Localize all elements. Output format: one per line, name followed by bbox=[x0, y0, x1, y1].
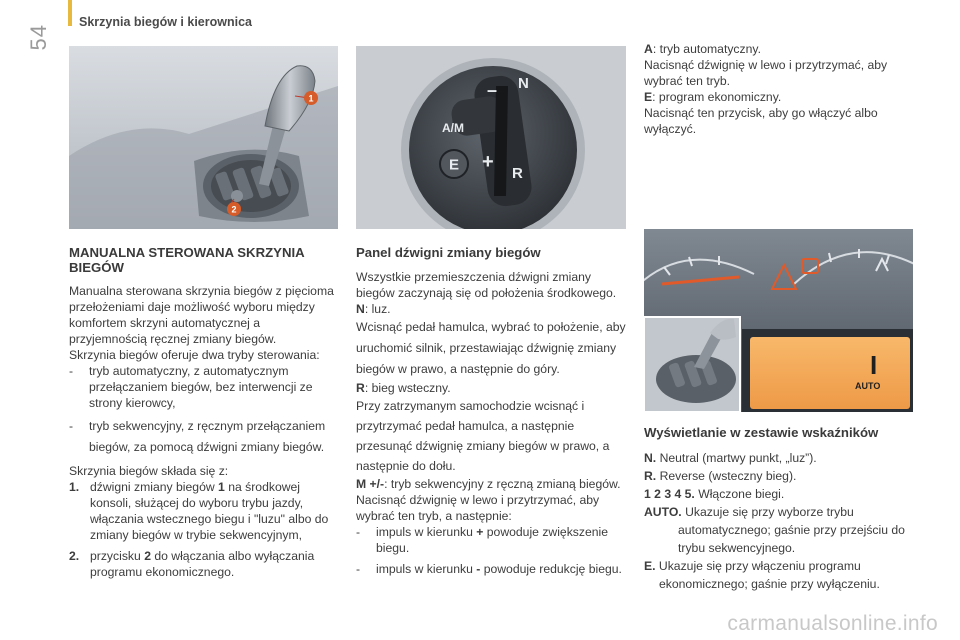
instrument-cluster-illustration bbox=[644, 229, 913, 412]
display-neutral: N. Neutral (martwy punkt, „luz”). bbox=[644, 451, 817, 465]
heading-display: Wyświetlanie w zestawie wskaźników bbox=[644, 425, 879, 440]
gear-lever-illustration bbox=[69, 46, 338, 229]
gate-label-n: N bbox=[518, 75, 529, 92]
gate-label-r: R bbox=[512, 165, 523, 182]
display-auto-def: AUTO. Ukazuje się przy wyborze trybu automatycznego; gaśnie przy przejściu do trybu sekwencyjnego. bbox=[644, 505, 905, 555]
gear-gate-illustration bbox=[356, 46, 626, 229]
display-auto: AUTO bbox=[855, 381, 881, 391]
heading-manual-gearbox: MANUALNA STEROWANA SKRZYNIA BIEGÓW bbox=[69, 245, 305, 275]
heading-gate-panel: Panel dźwigni zmiany biegów bbox=[356, 245, 541, 260]
neutral-def: N: luz. bbox=[356, 302, 391, 316]
mode-item-automatic: - tryb automatyczny, z automatycznym przełączaniem biegów, bez interwencji ze strony kierowcy, bbox=[69, 364, 313, 410]
modes-intro: Skrzynia biegów oferuje dwa tryby sterowania: bbox=[69, 348, 320, 362]
column-gate-panel bbox=[356, 245, 628, 577]
sequential-instructions: Nacisnąć dźwignię w lewo i przytrzymać, aby wybrać ten tryb, a następnie: bbox=[356, 493, 600, 523]
watermark: carmanualsonline.info bbox=[727, 612, 938, 635]
auto-mode-desc: Nacisnąć dźwignię w lewo i przytrzymać, aby wybrać ten tryb. bbox=[644, 58, 888, 88]
sequential-def: M +/-: tryb sekwencyjny z ręczną zmianą biegów. bbox=[356, 477, 621, 491]
gate-intro: Wszystkie przemieszczenia dźwigni zmiany biegów zaczynają się od położenia środkowego. bbox=[356, 270, 617, 300]
gate-label-minus: – bbox=[487, 80, 498, 100]
eco-mode-desc: Nacisnąć ten przycisk, aby go włączyć albo wyłączyć. bbox=[644, 106, 878, 136]
reverse-def: R: bieg wsteczny. bbox=[356, 381, 451, 395]
display-gears: 1 2 3 4 5. Włączone biegi. bbox=[644, 487, 785, 501]
mode-item-sequential: - tryb sekwencyjny, z ręcznym przełączaniem biegów, za pomocą dźwigni zmiany biegów. bbox=[69, 419, 326, 454]
neutral-instructions: Wcisnąć pedał hamulca, wybrać to położenie, aby uruchomić silnik, przestawiając dźwignię zmiany biegów w prawo, a następnie do góry. bbox=[356, 320, 626, 376]
display-gear: I bbox=[870, 350, 878, 380]
gate-label-e: E bbox=[448, 156, 460, 174]
column-manual-gearbox bbox=[69, 245, 339, 580]
display-eco-def: E. Ukazuje się przy włączeniu programu ekonomicznego; gaśnie przy wyłączeniu. bbox=[644, 559, 880, 591]
gate-label-am: A/M bbox=[442, 121, 464, 135]
header-accent-bar bbox=[68, 0, 72, 26]
part-item-button: 2. przycisku 2 do włączania albo wyłączania programu ekonomicznego. bbox=[69, 549, 315, 579]
eco-mode-def: E: program ekonomiczny. bbox=[644, 90, 782, 104]
impulse-minus-item: - impuls w kierunku - powoduje redukcję biegu. bbox=[356, 562, 622, 576]
impulse-plus-item: - impuls w kierunku + powoduje zwiększenie biegu. bbox=[356, 525, 609, 555]
intro-paragraph: Manualna sterowana skrzynia biegów z pięcioma przełożeniami daje możliwość wyboru między komfortem skrzyni automatycznej a przyjemnością ręcznej zmiany biegów. bbox=[69, 284, 334, 346]
callout-2: 2 bbox=[231, 204, 237, 215]
section-title: Skrzynia biegów i kierownica bbox=[79, 15, 252, 29]
callout-1: 1 bbox=[308, 93, 314, 104]
reverse-instructions: Przy zatrzymanym samochodzie wcisnąć i przytrzymać pedał hamulca, a następnie przesunąć dźwignię zmiany biegów w prawo, a następnie do dołu. bbox=[356, 399, 610, 473]
page-number: 54 bbox=[26, 24, 51, 51]
column-modes-top bbox=[644, 41, 914, 137]
column-display bbox=[644, 425, 916, 593]
auto-mode-def: A: tryb automatyczny. bbox=[644, 42, 761, 56]
parts-intro: Skrzynia biegów składa się z: bbox=[69, 464, 229, 478]
display-reverse: R. Reverse (wsteczny bieg). bbox=[644, 469, 797, 483]
part-item-lever: 1. dźwigni zmiany biegów 1 na środkowej konsoli, służącej do wyboru trybu jazdy, włączania wstecznego biegu i "luzu" albo do zmiany biegów w trybie sekwencyjnym, bbox=[69, 480, 329, 542]
gate-label-plus: + bbox=[482, 151, 494, 173]
